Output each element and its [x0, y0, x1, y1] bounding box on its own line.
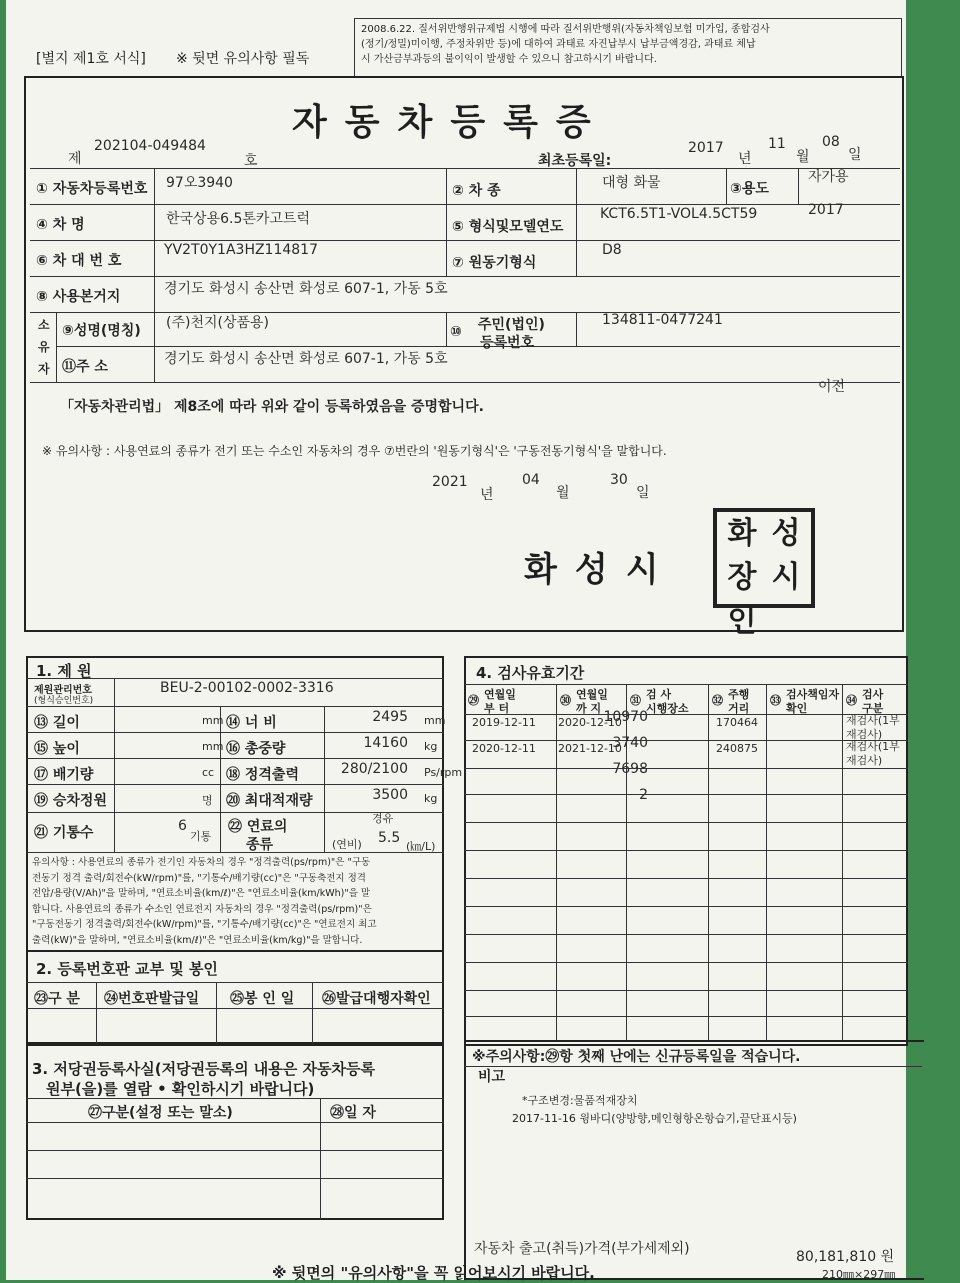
spec-label: ⑮ 높이 — [34, 741, 80, 757]
fuel-type-value: 경유 — [372, 812, 394, 825]
cert-no-prefix: 제 — [68, 151, 82, 167]
col-line — [842, 684, 843, 1040]
inspection-col-header: ㉚ — [560, 694, 571, 707]
corp-number-label-1: 주민(법인) — [478, 317, 545, 333]
row-line — [30, 204, 900, 205]
inspection-col-header: 검사 — [862, 688, 884, 701]
col-line — [320, 1098, 321, 1220]
owner-char: 유 — [38, 340, 50, 354]
col-line — [576, 312, 577, 346]
col-line — [798, 168, 799, 204]
spec-value: 3500 — [372, 787, 408, 803]
spec-value: 7698 — [612, 761, 648, 777]
row-line — [56, 346, 900, 347]
plate-heading: 2. 등록번호판 교부 및 봉인 — [36, 960, 218, 978]
cylinder-value: 6 — [178, 818, 187, 834]
mgmt-number-label: 제원관리번호 — [34, 685, 92, 696]
vehicle-type-label: ② 차 종 — [452, 183, 501, 199]
usage-label: ③용도 — [730, 181, 769, 197]
col-line — [576, 168, 577, 276]
law-notice-line: 2008.6.22. 질서위반행위규제법 시행에 따라 질서위반행위(자동차책임보험 미가입, 종합검사 — [361, 24, 770, 35]
certify-statement: 「자동차관리법」 제8조에 따라 위와 같이 등록하였음을 증명합니다. — [60, 399, 484, 415]
owner-address-label: ⑪주 소 — [62, 359, 108, 375]
first-reg-month: 11 — [768, 136, 786, 152]
note-line: "구동전동기 정격출력/회전수(kW/rpm)"를, "기통수/배기량(cc)"은 "연료전지 최고 — [32, 919, 377, 930]
vehicle-type-value: 대형 화물 — [602, 175, 661, 191]
spec-label: ⑰ 배기량 — [34, 767, 94, 783]
corp-number-num: ⑩ — [450, 324, 462, 340]
cylinder-label: ㉑ 기통수 — [34, 825, 94, 841]
row-line — [26, 1098, 444, 1099]
issue-day: 30 — [610, 472, 628, 488]
specs-heading: 1. 제 원 — [36, 662, 92, 680]
inspection-heading: 4. 검사유효기간 — [476, 664, 585, 682]
registration-certificate — [6, 0, 906, 1280]
plate-col-type: ㉓구 분 — [34, 991, 80, 1007]
engine-type-value: D8 — [602, 242, 622, 258]
prev-note: 이전 — [818, 379, 846, 395]
first-reg-day: 08 — [822, 134, 840, 150]
inspection-col-header: 검사책임자 — [786, 688, 840, 701]
row-line — [30, 240, 900, 241]
specs-notes — [32, 855, 377, 948]
factory-price-value: 80,181,810 원 — [796, 1249, 895, 1265]
issuer-name: 화성시 — [524, 550, 677, 590]
reg-number-label: ① 자동차등록번호 — [36, 181, 148, 197]
year-char: 년 — [738, 151, 752, 167]
plate-col-issue-date: ㉔번호판발급일 — [104, 991, 200, 1007]
plate-col-agent: ㉖발급대행자확인 — [322, 991, 431, 1007]
spec-label: ⑲ 승차정원 — [34, 793, 107, 809]
spec-unit: mm — [424, 714, 446, 727]
owner-name-value: (주)천지(상품용) — [166, 315, 269, 331]
lien-heading-1: 3. 저당권등록사실(저당권등록의 내용은 자동차등록 — [32, 1060, 375, 1078]
col-line — [324, 706, 325, 852]
inspection-cell: 재검사) — [846, 728, 883, 741]
fuel-type-label-2: 종류 — [246, 837, 274, 853]
vin-value: YV2T0Y1A3HZ114817 — [164, 242, 318, 258]
inspection-cell: 2020-12-11 — [472, 742, 536, 755]
note-line: 전압/용량(V/Ah)"을 말하며, "연료소비율(km/ℓ)"은 "연료소비율(km/kWh)"을 말 — [32, 888, 371, 899]
cert-number: 202104-049484 — [94, 138, 206, 154]
base-location-label: ⑧ 사용본거지 — [36, 289, 121, 305]
remarks-line: *구조변경:물품적재장치 — [522, 1094, 638, 1107]
col-line — [216, 982, 217, 1044]
usage-value: 자가용 — [808, 169, 849, 185]
first-registration-label: 최초등록일: — [538, 153, 612, 169]
document-title: 자동차등록증 — [292, 102, 609, 143]
row-line — [26, 678, 444, 679]
reg-number-value: 97오3940 — [166, 175, 233, 191]
row-line — [30, 312, 900, 313]
fuel-notice: ※ 유의사항 : 사용연료의 종류가 전기 또는 수소인 자동차의 경우 ⑦번란의 '원동기형식'은 '구동전동기형식'을 말합니다. — [42, 444, 667, 458]
seal-char: 장 — [727, 560, 757, 595]
col-line — [766, 684, 767, 1040]
lien-col-date: ㉘일 자 — [330, 1105, 376, 1121]
inspection-col-header: 주행 — [728, 688, 750, 701]
inspection-col-header: 구분 — [862, 702, 884, 715]
official-seal — [713, 508, 815, 639]
owner-name-label: ⑨성명(명칭) — [62, 323, 141, 339]
remarks-label: 비고 — [478, 1069, 506, 1085]
cylinder-unit: 기통 — [190, 830, 212, 843]
col-line — [708, 684, 709, 1040]
fuel-type-label: ㉒ 연료의 — [228, 819, 288, 835]
inspection-col-header: 확인 — [786, 702, 808, 715]
month-char: 월 — [796, 149, 810, 165]
row-line — [26, 706, 444, 707]
inspection-col-header: ㉛ — [630, 694, 641, 707]
col-line — [154, 168, 155, 382]
col-line — [220, 706, 221, 852]
inspection-cell: 재검사(1부 — [846, 714, 900, 727]
back-notice: ※ 뒷면 유의사항 필독 — [176, 51, 310, 67]
law-notice-line: 시 가산금부과등의 불이익이 발생할 수 있으니 참고하시기 바랍니다. — [361, 54, 657, 65]
spec-label: ⑳ 최대적재량 — [226, 793, 313, 809]
owner-char: 소 — [38, 318, 50, 332]
inspection-col-header: ㉞ — [846, 694, 857, 707]
paper-size: 210㎜×297㎜ — [822, 1268, 896, 1281]
owner-address-value: 경기도 화성시 송산면 화성로 607-1, 가동 5호 — [164, 351, 448, 367]
month-char: 월 — [556, 485, 570, 501]
efficiency-value: 5.5 — [378, 830, 401, 846]
mgmt-number-value: BEU-2-00102-0002-3316 — [160, 680, 334, 696]
col-line — [96, 982, 97, 1044]
inspection-cell: 2020-12-10 — [558, 716, 622, 729]
efficiency-label: (연비) — [332, 838, 362, 851]
col-line — [726, 168, 727, 204]
type-model-year-label: ⑤ 형식및모델연도 — [452, 219, 564, 235]
col-line — [446, 168, 447, 276]
spec-value: 10970 — [603, 709, 648, 725]
inspection-col-header: ㉜ — [712, 694, 723, 707]
inspection-col-header: 시행장소 — [646, 702, 689, 715]
factory-price-label: 자동차 출고(취득)가격(부가세제외) — [474, 1241, 690, 1257]
spec-label: ⑯ 총중량 — [226, 741, 286, 757]
first-reg-year: 2017 — [688, 140, 724, 156]
col-line — [312, 982, 313, 1044]
seal-char: 화 — [727, 516, 757, 551]
row-line — [26, 1150, 444, 1151]
col-line — [114, 678, 115, 852]
col-line — [56, 312, 57, 382]
inspection-col-header: ㉙ — [468, 694, 479, 707]
model-year-value: 2017 — [808, 202, 844, 218]
seal-char: 시 — [771, 560, 801, 595]
spec-label: ⑭ 너 비 — [226, 715, 277, 731]
seal-char: 성 — [771, 516, 801, 551]
row-line — [26, 852, 444, 853]
row-line — [30, 168, 900, 169]
inspection-cell: 170464 — [716, 716, 758, 729]
row-line — [26, 1178, 444, 1179]
plate-col-seal-date: ㉕봉 인 일 — [230, 991, 295, 1007]
inspection-cell: 2019-12-11 — [472, 716, 536, 729]
spec-value: 2 — [639, 787, 648, 803]
inspection-cell: 재검사(1부 — [846, 740, 900, 753]
inspection-cell: 240875 — [716, 742, 758, 755]
owner-char: 자 — [38, 362, 50, 376]
footer-notice: ※ 뒷면의 "유의사항"을 꼭 읽어보시기 바랍니다. — [272, 1264, 595, 1282]
corp-number-label-2: 등록번호 — [480, 335, 535, 351]
owner-side-label — [38, 314, 52, 380]
base-location-value: 경기도 화성시 송산면 화성로 607-1, 가동 5호 — [164, 281, 448, 297]
model-name-value: 한국상용6.5톤카고트럭 — [166, 211, 310, 227]
model-name-label: ④ 차 명 — [36, 217, 85, 233]
vin-label: ⑥ 차 대 번 호 — [36, 253, 122, 269]
spec-unit: kg — [424, 792, 438, 805]
note-line: 출력(kW)"을 말하며, "연료소비율(km/ℓ)"은 "연료소비율(km/kg)"을 말합니다. — [32, 934, 363, 946]
spec-unit: mm — [202, 740, 224, 753]
seal-char: 인 — [727, 604, 757, 639]
spec-value: 280/2100 — [340, 761, 408, 777]
spec-unit: mm — [202, 714, 224, 727]
row-line — [26, 784, 444, 785]
inspection-cell: 재검사) — [846, 754, 883, 767]
efficiency-unit: (㎞/L) — [406, 840, 436, 853]
law-notice-line: (정기/정밀)미이행, 주정차위반 등)에 대하여 과태료 자진납부시 납부금액경감, 과태료 체납 — [361, 39, 756, 50]
row-line — [464, 1066, 922, 1067]
remarks-line: 2017-11-16 윙바디(양방향,메인형항온항습기,끝단표시등) — [512, 1112, 797, 1125]
spec-value: 3740 — [612, 735, 648, 751]
inspection-col-header: 연월일 — [576, 688, 608, 701]
col-line — [626, 684, 627, 1040]
issue-month: 04 — [522, 472, 540, 488]
inspection-col-header: 검 사 — [646, 688, 672, 701]
engine-type-label: ⑦ 원동기형식 — [452, 255, 537, 271]
col-line — [556, 684, 557, 1040]
spec-unit: kg — [424, 740, 438, 753]
row-line — [30, 382, 900, 383]
year-char: 년 — [480, 487, 494, 503]
col-line — [446, 312, 447, 346]
row-line — [30, 276, 900, 277]
inspection-col-header: 까 지 — [576, 702, 602, 715]
spec-unit: Ps/rpm — [424, 766, 463, 779]
note-line: 유의사항 : 사용연료의 종류가 전기인 자동차의 경우 "정격출력(ps/rpm)"은 "구동 — [32, 857, 371, 868]
note-line: 전동기 정격 출력/회전수(kW/rpm)"를, "기통수/배기량(cc)"은 "구동축전지 정격 — [32, 872, 366, 884]
inspection-col-header: 부 터 — [484, 702, 510, 715]
corp-number-value: 134811-0477241 — [602, 312, 723, 328]
inspection-cell: 2021-12-10 — [558, 742, 622, 755]
row-line — [26, 1008, 444, 1009]
day-char: 일 — [636, 485, 650, 501]
issue-year: 2021 — [432, 474, 468, 490]
spec-unit: cc — [202, 766, 215, 779]
row-line — [26, 982, 444, 983]
note-line: 합니다. 사용연료의 종류가 수소인 연료전지 자동차의 경우 "정격출력(ps/rpm)"은 — [32, 903, 372, 915]
lien-heading-2: 원부(을)를 열람 • 확인하시기 바랍니다) — [46, 1080, 315, 1098]
law-notice-box — [354, 18, 902, 78]
spec-label: ⑱ 정격출력 — [226, 767, 299, 783]
inspection-col-header: ㉝ — [770, 694, 781, 707]
mgmt-number-sublabel: (형식승인번호) — [34, 696, 94, 706]
row-line — [26, 1122, 444, 1123]
spec-label: ⑬ 길이 — [34, 715, 80, 731]
inspection-caution: ※주의사항:㉙항 첫째 난에는 신규등록일을 적습니다. — [472, 1049, 801, 1065]
inspection-col-header: 연월일 — [484, 688, 516, 701]
cert-no-suffix: 호 — [244, 153, 258, 169]
row-line — [26, 732, 444, 733]
spec-value: 14160 — [363, 735, 408, 751]
spec-unit: 명 — [202, 794, 213, 807]
spec-value: 2495 — [372, 709, 408, 725]
row-line — [26, 758, 444, 759]
form-number: [별지 제1호 서식] — [36, 51, 146, 67]
type-value: KCT6.5T1-VOL4.5CT59 — [600, 206, 758, 222]
day-char: 일 — [848, 147, 862, 163]
inspection-col-header: 거리 — [728, 702, 750, 715]
lien-col-type: ㉗구분(설정 또는 말소) — [88, 1105, 233, 1121]
